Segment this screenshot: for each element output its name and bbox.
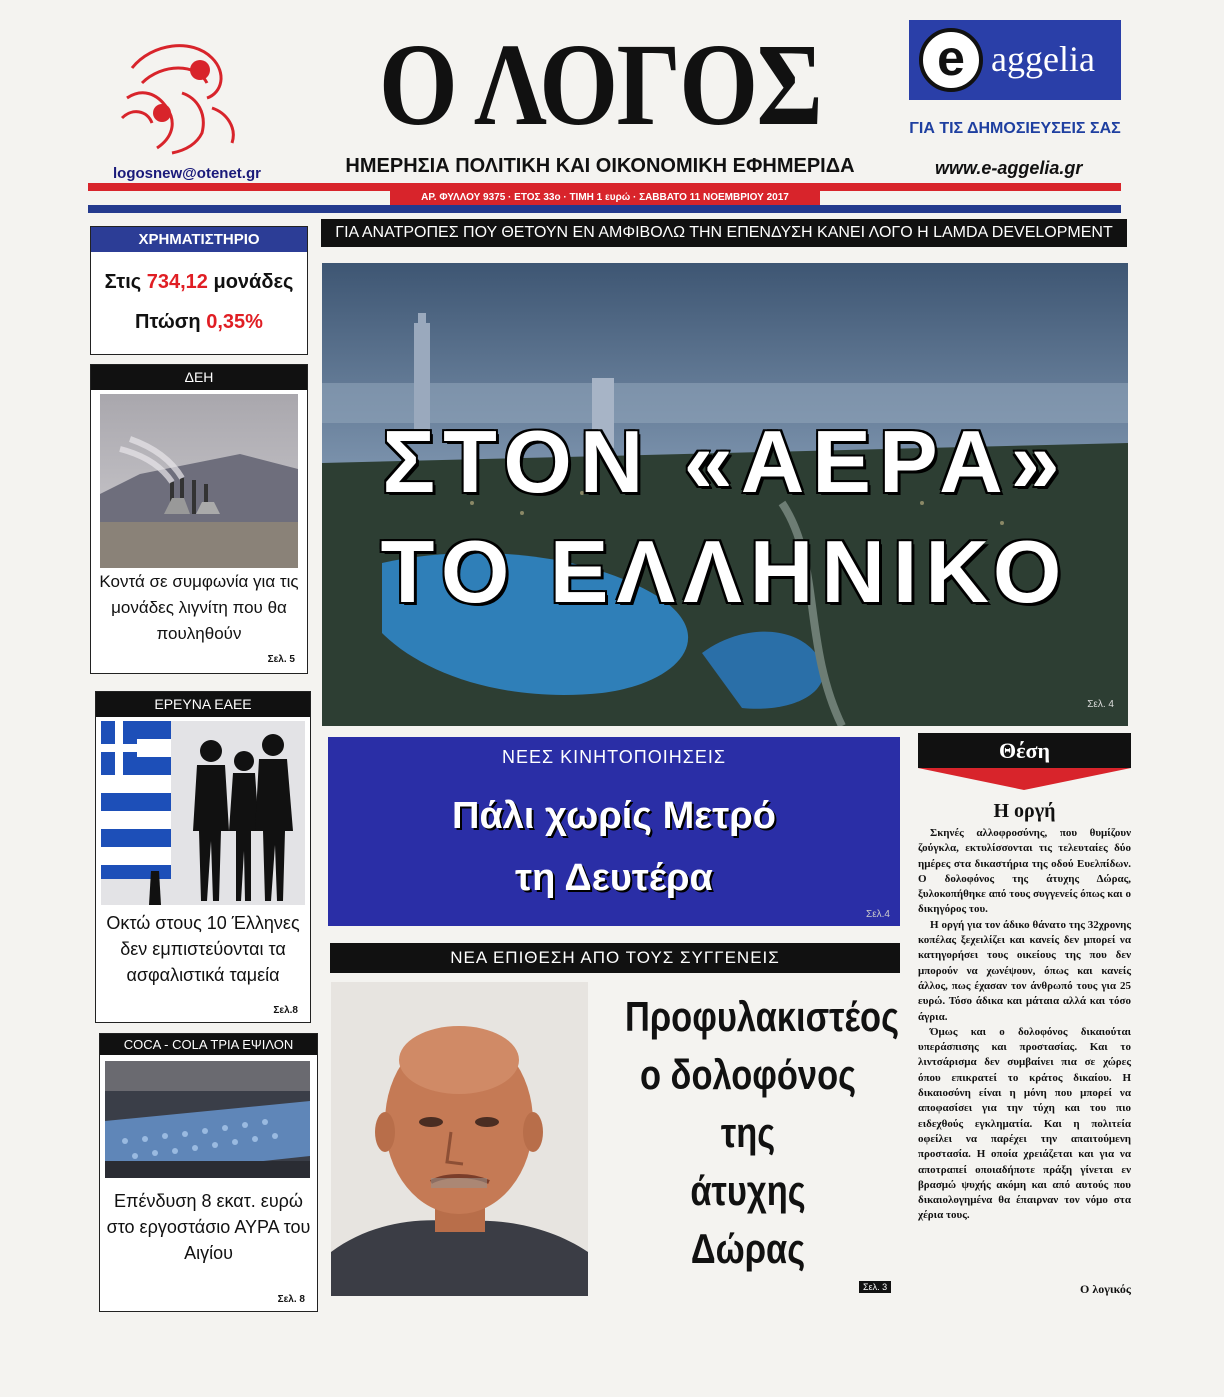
crime-headline-line: άτυχης [690,1167,806,1214]
e-aggelia-logo-icon: e [919,28,983,92]
ad-url[interactable]: www.e-aggelia.gr [935,158,1083,178]
crime-headline-line: της [720,1109,776,1156]
masthead-blue-rule [88,205,1121,213]
opinion-paragraph: Σκηνές αλλοφροσύνης, που θυμίζουν ζούγκλα, εκτυλίσσονται τις τελευταίες δύο ημέρες στα δικαστήρια της οδού Ευελπίδων. Ο δολοφόνος της άτυχης Δώρας, ξυλοκοπήθηκε από τους συγγενείς όπως και ο δικηγόρος του. [918,827,1131,916]
lead-strap: ΓΙΑ ΑΝΑΤΡΟΠΕΣ ΠΟΥ ΘΕΤΟΥΝ ΕΝ ΑΜΦΙΒΟΛΩ ΤΗΝ ΕΠΕΝΔΥΣΗ ΚΑΝΕΙ ΛΟΓΟ Η LAMDA DEVELOPMENT [321,219,1127,247]
crime-page-ref: Σελ. 3 [859,1281,891,1293]
opinion-red-arrow [918,768,1131,790]
stock-index-line [91,271,307,294]
opinion-section-label: Θέση [918,733,1131,768]
deh-story[interactable] [90,364,308,674]
stock-market-label: ΧΡΗΜΑΤΙΣΤΗΡΙΟ [91,227,307,252]
coca-cola-story[interactable] [99,1033,318,1312]
lead-headline-line1: ΣΤΟΝ «ΑΕΡΑ» [382,412,1068,511]
stock-change-line [91,311,307,334]
opinion-title[interactable]: Η οργή [993,800,1056,822]
opinion-paragraph: Όμως και ο δολοφόνος δικαιούται υπεράσπισης και προστασίας. Και το λιντσάρισμα δεν συμβαίνει πια σε χώρες όπου επικρατεί το κράτος δικαίου. Η δικαιοσύνη είναι η μόνη που μπορεί να αποφασίσει για την τύχη και του πιο ειδεχθούς εγκληματία. Και η πολιτεία οφείλει να παρέχει την απαιτούμενη προστασία. Η οποία χρειάζεται και για να αποτραπεί οποιαδήποτε πράξη γίνεται εν βρασμώ ψυχής ακόμη και από αυτούς που δικαιολογημένα θα έπαιρναν τον νόμο στα χέρια τους. [918,1025,1131,1222]
bottling-factory-image [105,1061,310,1178]
coca-cola-caption: Επένδυση 8 εκατ. ευρώ στο εργοστάσιο ΑΥΡΑ του Αιγίου [106,1191,311,1263]
lead-page-ref: Σελ. 4 [1087,699,1114,710]
metro-headline-line2: τη Δευτέρα [515,857,713,899]
survey-label: ΕΡΕΥΝΑ ΕΑΕΕ [96,692,310,717]
opinion-signature: Ο λογικός [1080,1282,1131,1296]
ad-tagline: ΓΙΑ ΤΙΣ ΔΗΜΟΣΙΕΥΣΕΙΣ ΣΑΣ [909,120,1121,137]
suspect-portrait-image [331,982,588,1296]
coca-cola-label: COCA - COLA ΤΡΙΑ ΕΨΙΛΟΝ [100,1034,317,1055]
metro-headline-line1: Πάλι χωρίς Μετρό [452,795,776,837]
stock-market-box[interactable] [90,226,308,355]
voters-silhouette-image [101,721,305,905]
stock-index-suffix: μονάδες [213,271,294,293]
crime-headline [625,988,899,1278]
contact-email[interactable]: logosnew@otenet.gr [113,165,261,182]
survey-caption: Οκτώ στους 10 Έλληνες δεν εμπιστεύονται τα ασφαλιστικά ταμεία [106,913,300,985]
stock-index-value: 734,12 [146,271,208,293]
crime-strap: ΝΕΑ ΕΠΙΘΕΣΗ ΑΠΟ ΤΟΥΣ ΣΥΓΓΕΝΕΙΣ [330,943,900,973]
e-aggelia-ad[interactable] [909,20,1121,100]
newspaper-subtitle: ΗΜΕΡΗΣΙΑ ΠΟΛΙΤΙΚΗ ΚΑΙ ΟΙΚΟΝΟΜΙΚΗ ΕΦΗΜΕΡΙΔΑ [345,155,855,177]
deh-label: ΔΕΗ [91,365,307,390]
survey-story[interactable] [95,691,311,1023]
deh-page-ref: Σελ. 5 [267,654,295,665]
stock-change-prefix: Πτώση [135,311,201,333]
suspect-photo [331,982,588,1296]
newspaper-title: Ο ΛΟΓΟΣ [378,19,822,150]
coca-cola-page-ref: Σελ. 8 [277,1294,305,1305]
issue-info: ΑΡ. ΦΥΛΛΟΥ 9375 · ΕΤΟΣ 33ο · ΤΙΜΗ 1 ευρώ · ΣΑΒΒΑΤΟ 11 ΝΟΕΜΒΡΙΟΥ 2017 [390,189,820,206]
crime-headline-line: Προφυλακιστέος [625,993,899,1040]
logo-figures-icon [112,38,247,156]
opinion-paragraph: Η οργή για τον άδικο θάνατο της 32χρονης κοπέλας ξεχειλίζει και κανείς δεν μπορεί να κατηγορήσει τους οικείους της που δεν μπορούν να χωνέψουν, όπως και κανείς άλλος, πως έχασαν τον άνθρωπό τους για 25 ευρώ. Τόσο άδικα και μάταια αλλά και τόσο άγρια. [918,918,1131,1023]
lead-story[interactable] [322,263,1128,726]
stock-index-prefix: Στις [104,271,142,293]
crime-headline-line: ο δολοφόνος [639,1051,857,1098]
crime-headline-line: Δώρας [690,1225,806,1272]
opinion-body [918,826,1131,1224]
survey-page-ref: Σελ.8 [273,1005,298,1016]
stock-change-value: 0,35% [206,311,263,333]
metro-kicker: ΝΕΕΣ ΚΙΝΗΤΟΠΟΙΗΣΕΙΣ [501,747,727,767]
metro-page-ref: Σελ.4 [866,909,890,920]
deh-caption: Κοντά σε συμφωνία για τις μονάδες λιγνίτη που θα πουληθούν [99,572,299,643]
e-aggelia-wordmark: aggelia [991,39,1095,79]
lead-headline-line2: ΤΟ ΕΛΛΗΝΙΚΟ [380,522,1070,621]
power-plant-image [100,394,298,568]
metro-story[interactable] [328,737,900,926]
